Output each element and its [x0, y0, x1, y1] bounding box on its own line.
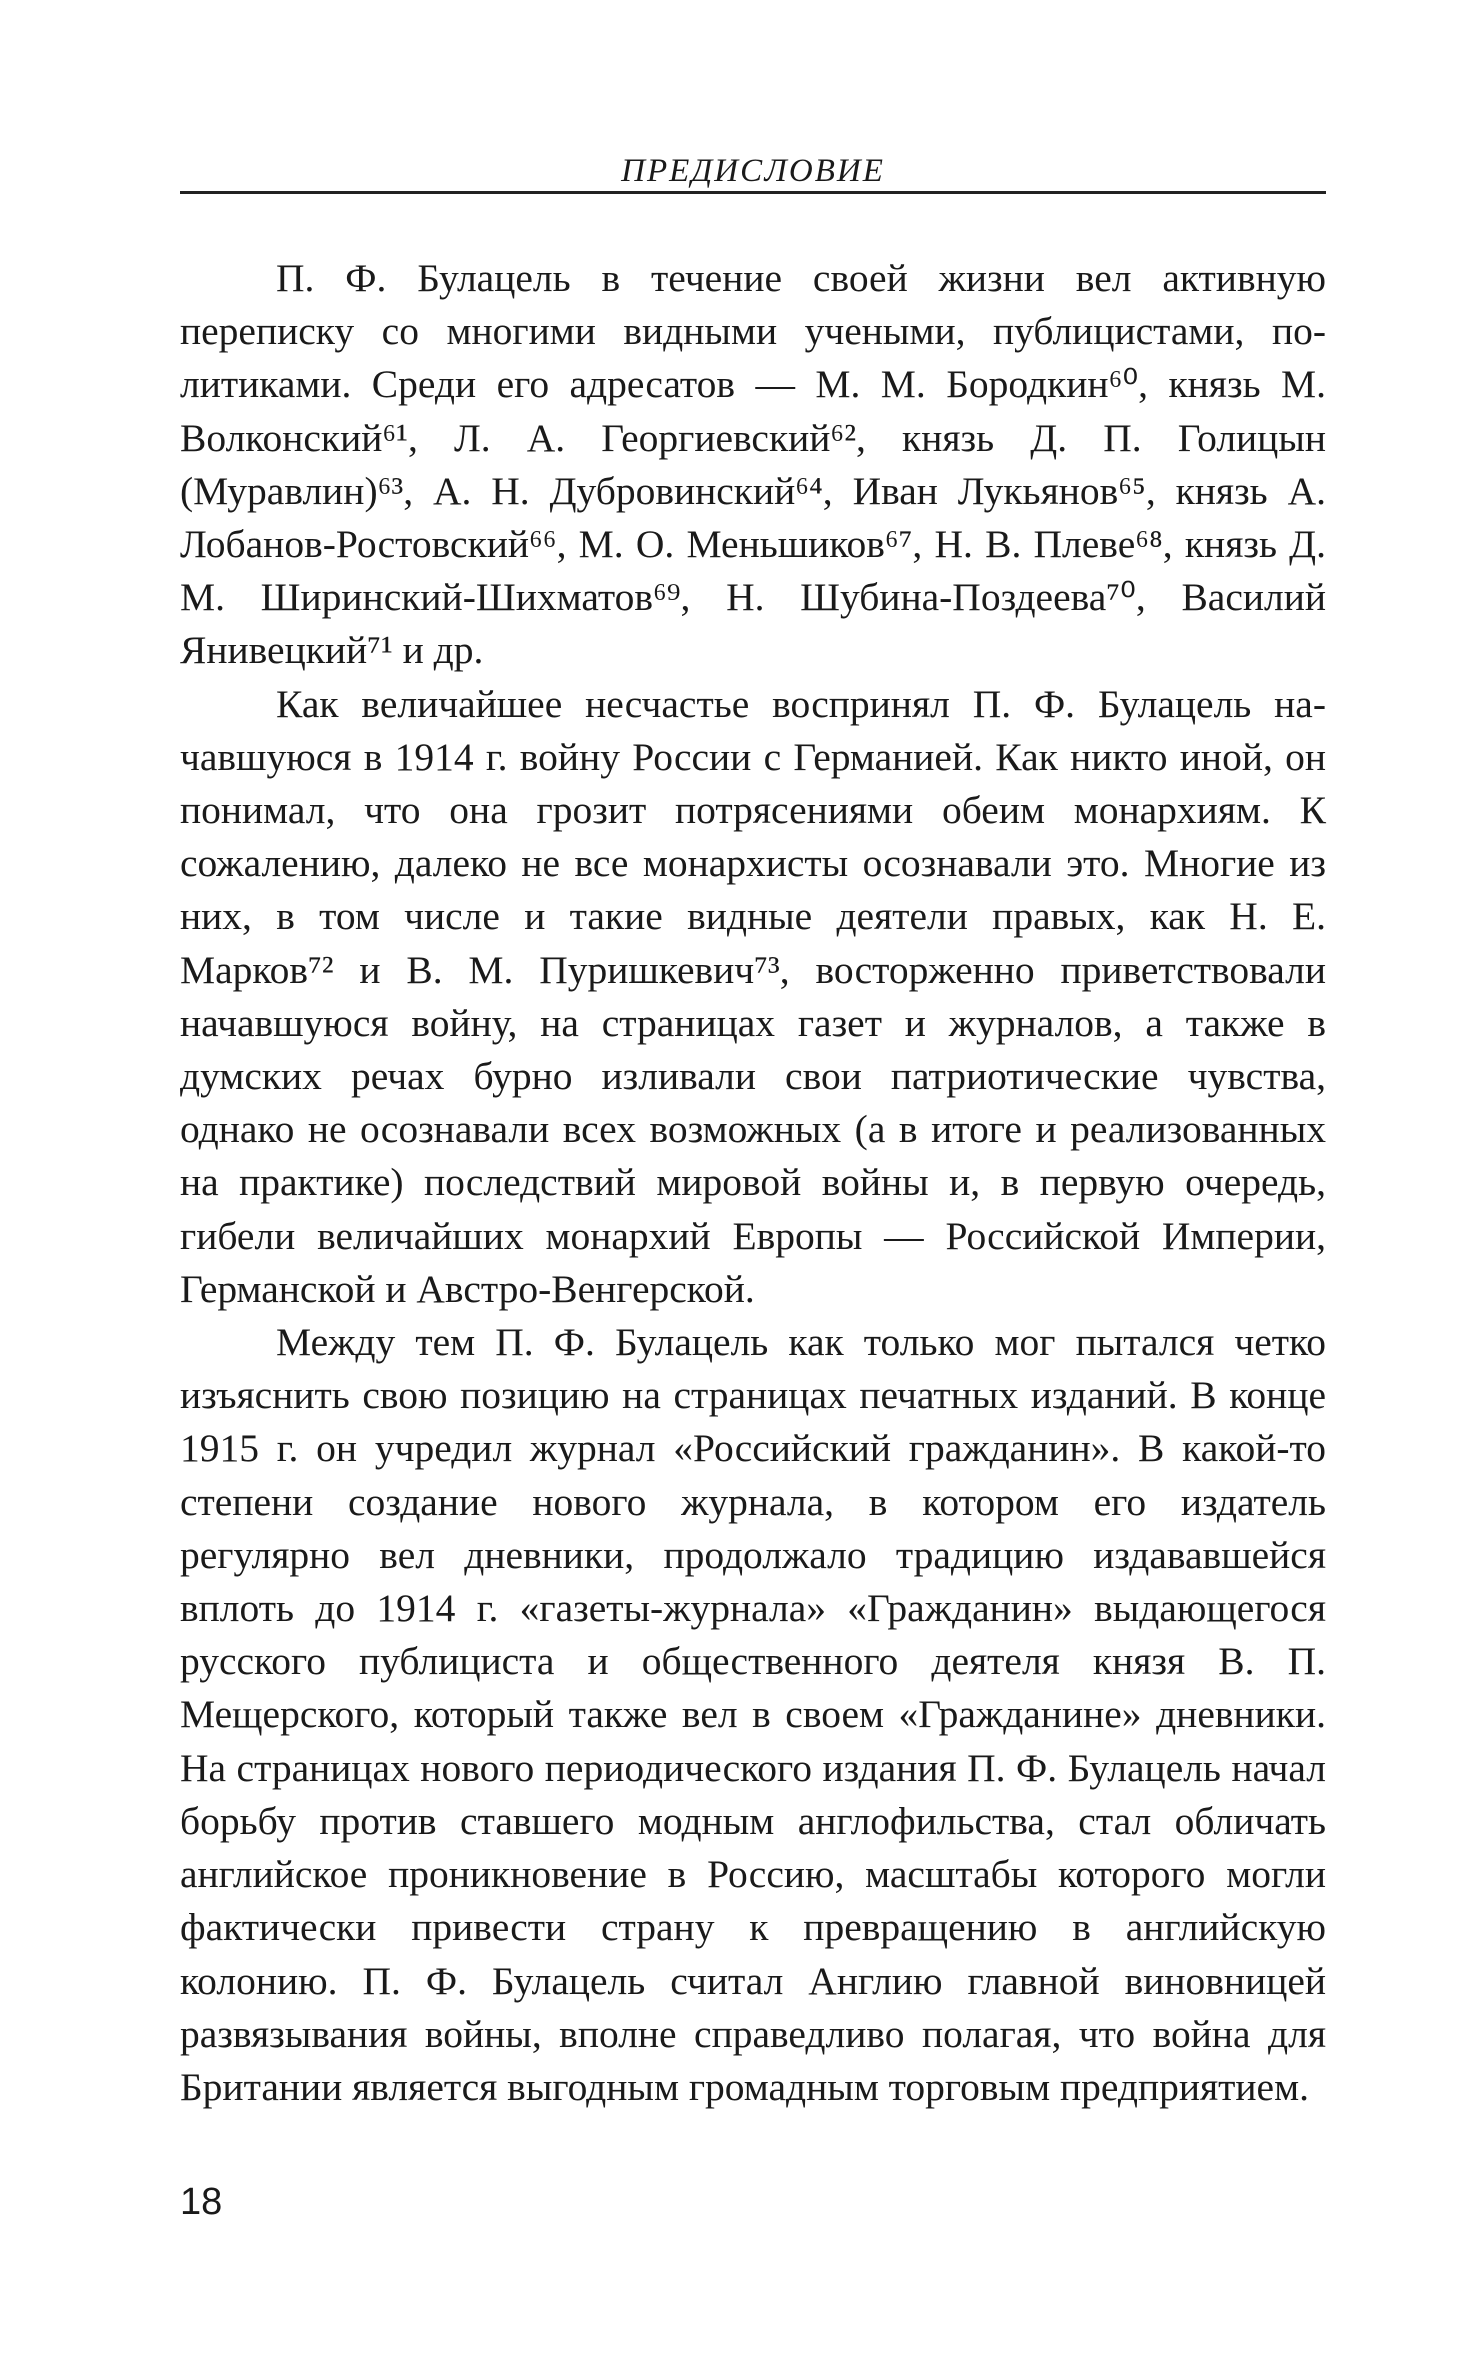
page-number: 18 — [180, 2181, 223, 2223]
paragraph-3: Между тем П. Ф. Булацель как только мог пытался четко изъяснить свою позицию на страницах печатных изданий. В конце 1915 г. он учредил журнал «Российский гражданин». В какой-то степени создание нового журнала, в котором его издатель регулярно вел дневники, продолжало традицию издававшейся вплоть до 1914 г. «газеты-журнала» «Гражданин» выдающегося русского публициста и общественного деятеля князя В. П. Мещерского, который также вел в своем «Гражданине» дневники. На страницах нового периодического издания П. Ф. Булацель начал борьбу против ставшего модным англофильства, стал обличать английское проникновение в Россию, масштабы которого могли фактически привести страну к превращению в английскую колонию. П. Ф. Булацель считал Англию главной виновницей развязывания войны, вполне справедливо полагая, что война для Британии является выгодным громадным торговым предприятием. — [180, 1320, 1326, 2109]
running-header: ПРЕДИСЛОВИЕ — [180, 150, 1326, 194]
paragraph-1: П. Ф. Булацель в течение своей жизни вел активную переписку со многими видными учеными, публицистами, политиками. Среди его адресатов — М. М. Бородкин⁶⁰, князь М. Волконский⁶¹, Л. А. Георгиевский⁶², князь Д. П. Голицын (Муравлин)⁶³, А. Н. Дубровинский⁶⁴, Иван Лукьянов⁶⁵, князь А. Лобанов-Ростовский⁶⁶, М. О. Меньшиков⁶⁷, Н. В. Плеве⁶⁸, князь Д. М. Ширинский-Шихматов⁶⁹, Н. Шубина-Поздеева⁷⁰, Василий Янивецкий⁷¹ и др. — [180, 256, 1326, 673]
body-text — [180, 252, 1326, 2114]
paragraph-2: Как величайшее несчастье воспринял П. Ф. Булацель начавшуюся в 1914 г. войну России с Германией. Как никто иной, он понимал, что она грозит потрясениями обеим монархиям. К сожалению, далеко не все монархисты осознавали это. Многие из них, в том числе и такие видные деятели правых, как Н. Е. Марков⁷² и В. М. Пуришкевич⁷³, восторженно приветствовали начавшуюся войну, на страницах газет и журналов, а также в думских речах бурно изливали свои патриотические чувства, однако не осознавали всех возможных (а в итоге и реализованных на практике) последствий мировой войны и, в первую очередь, гибели величайших монархий Европы — Российской Империи, Германской и Австро-Венгерской. — [180, 681, 1326, 1311]
